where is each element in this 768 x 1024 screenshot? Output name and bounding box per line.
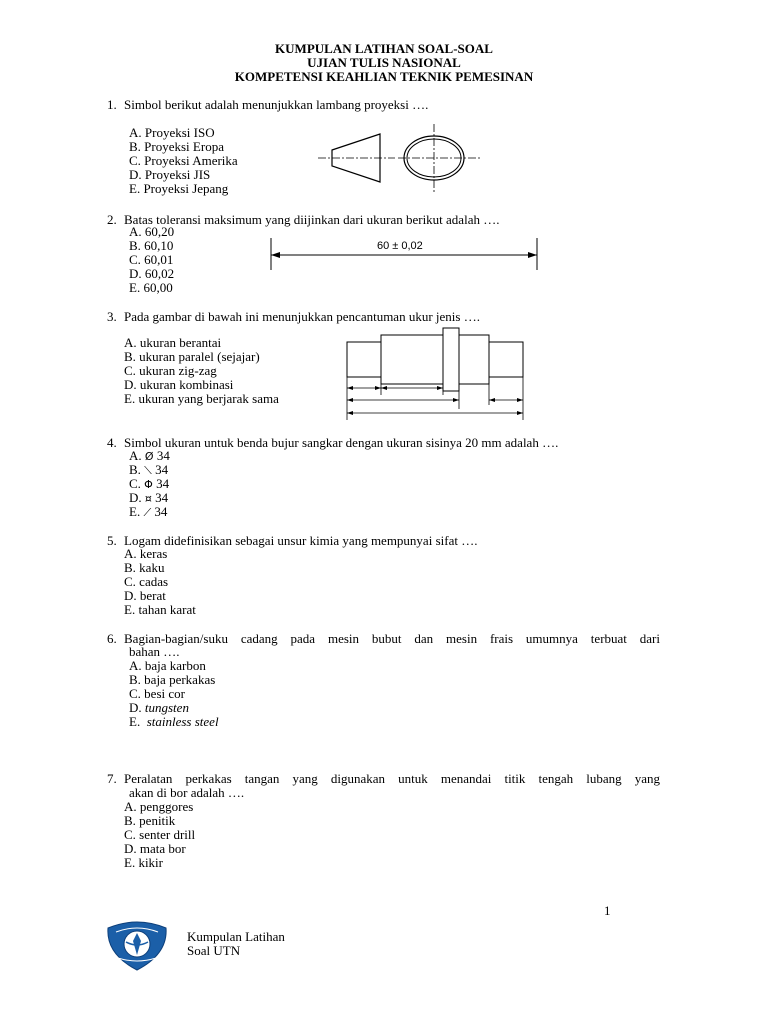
question-text: Logam didefinisikan sebagai unsur kimia yang mempunyai sifat ….	[124, 533, 478, 548]
question-number: 2.	[107, 212, 117, 227]
option-e: E. kikir	[124, 855, 163, 870]
option-d: D. tungsten	[129, 700, 189, 715]
option-c: C. cadas	[124, 574, 169, 589]
option-a: A. keras	[124, 546, 168, 561]
option-c: C. senter drill	[124, 827, 196, 842]
option-a: A. penggores	[124, 799, 194, 814]
question-number: 6.	[107, 631, 117, 646]
option-d: D. Proyeksi JIS	[129, 167, 211, 182]
option-d: D. berat	[124, 588, 166, 603]
option-a: A. ukuran berantai	[124, 335, 222, 350]
phi-symbol: Φ	[144, 478, 153, 491]
question-text: Batas toleransi maksimum yang diijinkan dari ukuran berikut adalah ….	[124, 212, 500, 227]
header-line-3: KOMPETENSI KEAHLIAN TEKNIK PEMESINAN	[234, 69, 534, 84]
diameter-symbol: Ø	[144, 450, 154, 463]
option-e: E. 60,00	[129, 280, 173, 295]
option-a: A. Proyeksi ISO	[129, 125, 215, 140]
question-number: 7.	[107, 771, 117, 786]
question-text: Simbol berikut adalah menunjukkan lambang proyeksi ….	[124, 97, 429, 112]
option-e: E. ukuran yang berjarak sama	[124, 391, 279, 406]
option-b: B. ⟍ 34	[129, 462, 169, 477]
question-text-continued: bahan ….	[129, 644, 180, 659]
question-number: 3.	[107, 309, 117, 324]
question-number: 5.	[107, 533, 117, 548]
option-d: D. mata bor	[124, 841, 186, 856]
option-e: E. ⟋ 34	[129, 504, 168, 519]
option-c: C. Proyeksi Amerika	[129, 153, 238, 168]
option-d: D. ukuran kombinasi	[124, 377, 234, 392]
option-e: E. tahan karat	[124, 602, 196, 617]
question-text: Peralatan perkakas tangan yang digunakan untuk menandai titik tengah lubang yang	[124, 771, 660, 786]
option-e: E. Proyeksi Jepang	[129, 181, 229, 196]
footer-caption-line-1: Kumpulan Latihan	[187, 929, 285, 944]
dimension-label: 60 ± 0,02	[377, 240, 423, 252]
question-text: Simbol ukuran untuk benda bujur sangkar dengan ukuran sisinya 20 mm adalah ….	[124, 435, 559, 450]
option-b: B. ukuran paralel (sejajar)	[124, 349, 260, 364]
option-d: D. ¤ 34	[129, 490, 169, 505]
option-b: B. 60,10	[129, 238, 174, 253]
emblem-logo	[104, 918, 170, 972]
option-c: C. Φ 34	[129, 476, 170, 491]
square-symbol: ¤	[144, 492, 152, 505]
option-e: E. stainless steel	[129, 714, 219, 729]
question-text: Bagian-bagian/suku cadang pada mesin bubut dan mesin frais umumnya terbuat dari	[124, 631, 660, 646]
footer-caption-line-2: Soal UTN	[187, 943, 241, 958]
option-b: B. Proyeksi Eropa	[129, 139, 224, 154]
option-b: B. penitik	[124, 813, 176, 828]
header-line-1: KUMPULAN LATIHAN SOAL-SOAL	[275, 41, 493, 56]
option-c: C. besi cor	[129, 686, 185, 701]
question-text: Pada gambar di bawah ini menunjukkan pencantuman ukur jenis ….	[124, 309, 480, 324]
option-a: A. Ø 34	[129, 448, 170, 463]
projection-symbol-figure	[300, 118, 490, 198]
option-a: A. baja karbon	[129, 658, 206, 673]
question-text-continued: akan di bor adalah ….	[129, 785, 245, 800]
option-d: D. 60,02	[129, 266, 175, 281]
question-number: 4.	[107, 435, 117, 450]
option-b: B. baja perkakas	[129, 672, 216, 687]
question-number: 1.	[107, 97, 117, 112]
stepped-shaft-figure	[340, 325, 535, 425]
page-number: 1	[604, 903, 611, 918]
option-c: C. 60,01	[129, 252, 174, 267]
option-b: B. kaku	[124, 560, 165, 575]
backslash-symbol: ⟍	[144, 464, 152, 477]
option-a: A. 60,20	[129, 224, 175, 239]
slash-symbol: ⟋	[143, 506, 152, 519]
option-c: C. ukuran zig-zag	[124, 363, 217, 378]
header-line-2: UJIAN TULIS NASIONAL	[307, 55, 461, 70]
